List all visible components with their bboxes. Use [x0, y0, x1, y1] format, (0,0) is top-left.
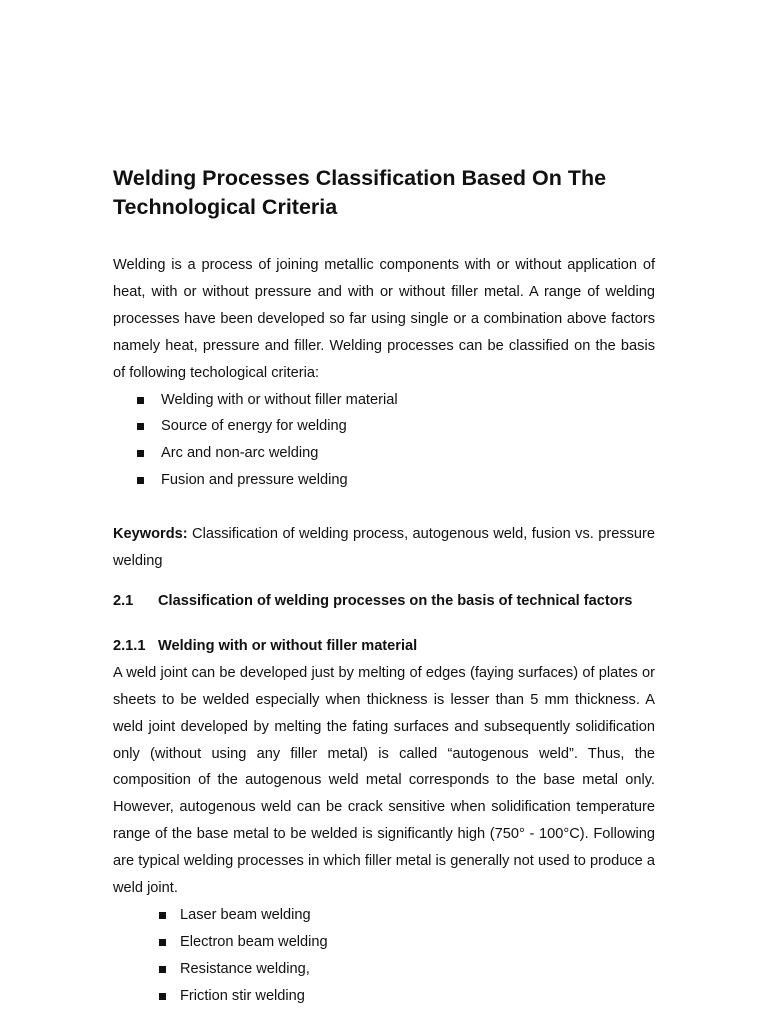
body-paragraph: A weld joint can be developed just by melting of edges (faying surfaces) of plates or sheets to be welded especially when thickness is lesser than 5 mm thickness. A weld joint developed by melting the fating surfaces and subsequently solidification only (without using any filler metal) is called “autogenous weld”. Thus, the composition of the autogenous weld metal corresponds to the base metal only. However, autogenous weld can be crack sensitive when solidification temperature range of the base metal to be welded is significantly high (750° - 100°C). Following are typical welding processes in which filler metal is generally not used to produce a weld joint.: [113, 664, 655, 897]
document-title: Welding Processes Classification Based On The Technological Criteria: [113, 166, 607, 219]
section-title: Classification of welding processes on the basis of technical factors: [158, 592, 633, 609]
list-item: [113, 387, 655, 414]
list-item-text: Welding with or without filler material: [161, 391, 398, 408]
section-heading-2-1-1: [113, 633, 655, 660]
process-list: [113, 902, 655, 1010]
section-number: 2.1: [113, 592, 134, 609]
square-bullet-icon: [159, 939, 166, 946]
square-bullet-icon: [159, 993, 166, 1000]
list-item: [113, 467, 655, 494]
list-item-text: Laser beam welding: [180, 906, 311, 923]
list-item: [113, 440, 655, 467]
square-bullet-icon: [137, 450, 144, 457]
section-heading-2-1: [113, 588, 655, 615]
square-bullet-icon: [137, 423, 144, 430]
list-item: [113, 902, 655, 929]
list-item: [113, 983, 655, 1010]
list-item: [113, 956, 655, 983]
square-bullet-icon: [159, 966, 166, 973]
section-title: Welding with or without filler material: [158, 637, 418, 654]
keywords-label: Keywords:: [113, 526, 188, 543]
list-item-text: Fusion and pressure welding: [161, 472, 348, 489]
criteria-list: [113, 387, 655, 495]
square-bullet-icon: [137, 397, 144, 404]
list-item: [113, 929, 655, 956]
section-number: 2.1.1: [113, 637, 146, 654]
square-bullet-icon: [137, 477, 144, 484]
document-page: [113, 164, 655, 1010]
list-item: [113, 413, 655, 440]
list-item-text: Resistance welding,: [180, 960, 310, 977]
keywords-text: Classification of welding process, autogenous weld, fusion vs. pressure welding: [113, 526, 655, 570]
intro-paragraph: Welding is a process of joining metallic components with or without application of heat, with or without pressure and with or without filler metal. A range of welding processes have been developed so far using single or a combination above factors namely heat, pressure and filler. Welding processes can be classified on the basis of following techological criteria:: [113, 257, 655, 381]
keywords-paragraph: [113, 521, 655, 575]
list-item-text: Arc and non-arc welding: [161, 445, 319, 462]
list-item-text: Source of energy for welding: [161, 418, 347, 435]
list-item-text: Electron beam welding: [180, 933, 328, 950]
square-bullet-icon: [159, 912, 166, 919]
list-item-text: Friction stir welding: [180, 987, 305, 1004]
